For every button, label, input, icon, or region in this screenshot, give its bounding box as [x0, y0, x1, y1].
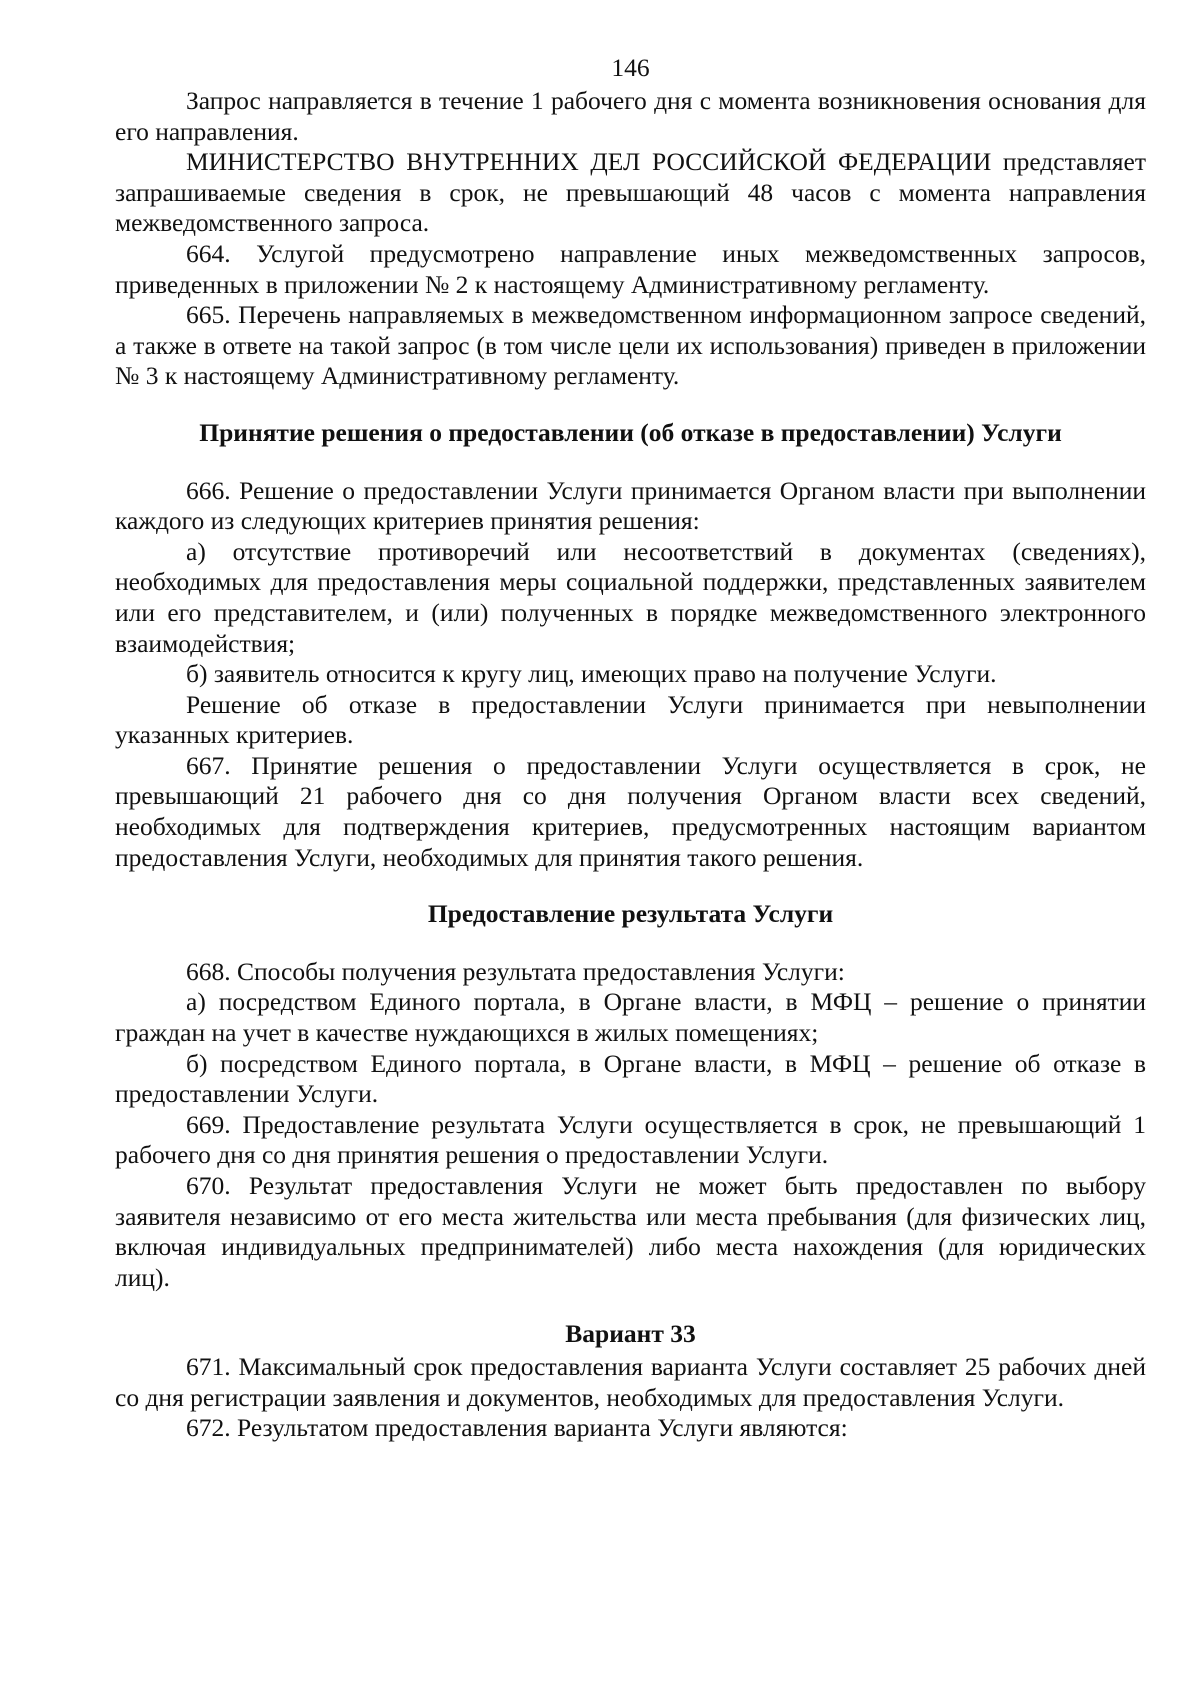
- heading-decision: Принятие решения о предоставлении (об отказе в предоставлении) Услуги: [199, 417, 1062, 447]
- paragraph-request-timing: Запрос направляется в течение 1 рабочего дня с момента возникновения основания для его направления.: [115, 86, 1146, 146]
- document-page: [115, 52, 1146, 1444]
- page-number: 146: [611, 53, 650, 82]
- paragraph-668-a: а) посредством Единого портала, в Органе власти, в МФЦ – решение о принятии граждан на учет в качестве нуждающихся в жилых помещениях;: [115, 987, 1146, 1048]
- paragraph-668: 668. Способы получения результата предоставления Услуги:: [186, 956, 845, 986]
- heading-result: Предоставление результата Услуги: [427, 899, 834, 929]
- paragraph-668-b: б) посредством Единого портала, в Органе власти, в МФЦ – решение об отказе в предоставлении Услуги.: [115, 1048, 1146, 1109]
- paragraph-664: 664. Услугой предусмотрено направление иных межведомственных запросов, приведенных в приложении № 2 к настоящему Административному регламенту.: [115, 238, 1146, 299]
- paragraph-665: 665. Перечень направляемых в межведомственном информационном запросе сведений, а также в ответе на такой запрос (в том числе цели их использования) приведен в приложении № 3 к настоящему Административному регламенту.: [115, 300, 1146, 391]
- paragraph-ministry-response: МИНИСТЕРСТВО ВНУТРЕННИХ ДЕЛ РОССИЙСКОЙ ФЕДЕРАЦИИ представляет запрашиваемые сведения в срок, не превышающий 48 часов с момента направления межведомственного запроса.: [115, 147, 1146, 238]
- paragraph-669: 669. Предоставление результата Услуги осуществляется в срок, не превышающий 1 рабочего дня со дня принятия решения о предоставлении Услуги.: [115, 1109, 1146, 1170]
- heading-variant: Вариант 33: [565, 1319, 696, 1349]
- paragraph-refusal: Решение об отказе в предоставлении Услуги принимается при невыполнении указанных критериев.: [115, 689, 1146, 750]
- paragraph-666: 666. Решение о предоставлении Услуги принимается Органом власти при выполнении каждого из следующих критериев принятия решения:: [115, 475, 1146, 536]
- paragraph-666-a: а) отсутствие противоречий или несоответствий в документах (сведениях), необходимых для предоставления меры социальной поддержки, представленных заявителем или его представителем, и (или) полученных в порядке межведомственного электронного взаимодействия;: [115, 536, 1146, 658]
- paragraph-667: 667. Принятие решения о предоставлении Услуги осуществляется в срок, не превышающий 21 рабочего дня со дня получения Органом власти всех сведений, необходимых для подтверждения критериев, предусмотренных настоящим вариантом предоставления Услуги, необходимых для принятия такого решения.: [115, 750, 1146, 872]
- paragraph-672: 672. Результатом предоставления варианта Услуги являются:: [186, 1413, 848, 1443]
- paragraph-671: 671. Максимальный срок предоставления варианта Услуги составляет 25 рабочих дней со дня регистрации заявления и документов, необходимых для предоставления Услуги.: [115, 1351, 1146, 1412]
- paragraph-666-b: б) заявитель относится к кругу лиц, имеющих право на получение Услуги.: [186, 659, 997, 689]
- paragraph-670: 670. Результат предоставления Услуги не может быть предоставлен по выбору заявителя независимо от его места жительства или места пребывания (для физических лиц, включая индивидуальных предпринимателей) либо места нахождения (для юридических лиц).: [115, 1171, 1146, 1292]
